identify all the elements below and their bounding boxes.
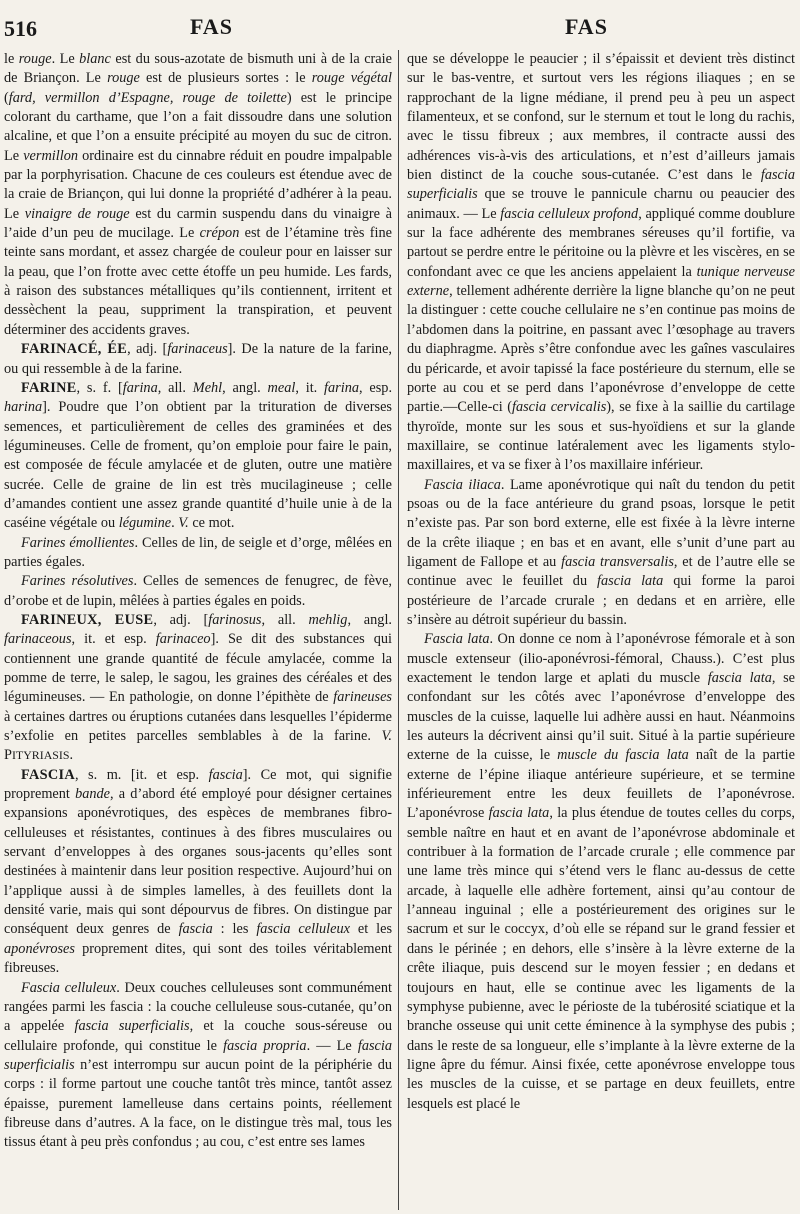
dictionary-entry: FARINE, s. f. [farina, all. Mehl, angl. meal, it. farina, esp. harina]. Poudre que l’on obtient par la trituration de diverses semences, et particulièrement de celles des graminées et des légumineuses. Celle de froment, qu’on emploie pour faire le pain, est composée de fécule amylacée et de gluten, outre une matière sucrée. Celle de graine de lin est très mucilagineuse ; celle d’amandes contient une assez grande quantité d’huile unie à de la caséine végétale ou légumine. V. ce mot. (4, 379, 392, 532)
dictionary-entry: Fascia iliaca. Lame aponévrotique qui naît du tendon du petit psoas ou de la face antérieure du grand psoas, lorsque le petit n’existe pas. Par son bord externe, elle est fixée à la lèvre interne de la crête iliaque ; en bas et en avant, elle s’unit d’une part au ligament de Fallope et au fascia transversalis, et de l’autre elle se continue avec le feuillet du fascia lata qui forme la paroi postérieure de l’arcade crurale ; en dedans et en arrière, elle s’insère au détroit supérieur du bassin. (407, 476, 795, 628)
running-head-left: FAS (190, 14, 233, 39)
left-column (4, 50, 392, 1210)
dictionary-entry: Farines résolutives. Celles de semences de fenugrec, de fève, d’orobe et de lupin, mêlées à parties égales en poids. (4, 573, 392, 609)
running-head-right: FAS (565, 14, 608, 39)
dictionary-entry: Farines émollientes. Celles de lin, de seigle et d’orge, mêlées en parties égales. (4, 534, 392, 570)
dictionary-entry: FASCIA, s. m. [it. et esp. fascia]. Ce mot, qui signifie proprement bande, a d’abord été employé pour désigner certaines expansions aponévrotiques, des espèces de membranes fibro-celluleuses et résistantes, continues à des fibres musculaires ou servant d’enveloppes à des organes sous-jacents qu’elles sont destinées à maintenir dans leur position respective. Aujourd’hui on l’applique aussi à de simples lamelles, à des feuillets dont la densité varie, mais qui sont dépourvus de fibres. On distingue par conséquent deux genres de fascia : les fascia celluleux et les aponévroses proprement dites, qui sont des toiles véritablement fibreuses. (4, 766, 392, 977)
dictionary-entry: FARINEUX, EUSE, adj. [farinosus, all. mehlig, angl. farinaceous, it. et esp. farinaceo]. Se dit des substances qui contiennent une grande quantité de fécule amylacée, comme la pomme de terre, le salep, le sagou, les graines des céréales et des légumineuses. — En pathologie, on donne l’épithète de farineuses à certaines dartres ou éruptions cutanées dans lesquelles l’épiderme s’exfolie en petites parcelles semblables à de la farine. V. PITYRIASIS. (4, 611, 392, 764)
continued-paragraph: que se développe le peaucier ; il s’épaissit et devient très distinct sur le bas-ventre, et surtout vers les régions iliaques ; en se rapprochant de la ligne médiane, il prend peu à peu un aspect filamenteux, et se confond, sur le sternum et tout le long du rachis, avec le tissu fibreux ; aux membres, il contracte aussi des adhérences vis-à-vis des articulations, et n’est d’ailleurs jamais bien distinct de la couche sous-cutanée. C’est dans le fascia superficialis que se trouve le pannicule charnu ou peaucier des animaux. — Le fascia celluleux profond, appliqué comme doublure sur la face adhérente des membranes séreuses qu’il fortifie, va partout se perdre entre le péritoine ou la plèvre et les viscères, en se confondant avec ce que les anciens appelaient la tunique nerveuse externe, tellement adhérente derrière la ligne blanche qu’on ne peut la distinguer : cette couche cellulaire ne s’en continue pas moins de l’abdomen dans la poitrine, en passant avec l’œsophage au travers du diaphragme. Après s’être confondue avec les gaînes vasculaires du péricarde, et avoir tapissé la face postérieure du sternum, elle se porte au cou et se perd dans l’aponévrose d’enveloppe de cette partie.—Celle-ci (fascia cervicalis), se fixe à la saillie du cartilage thyroïde, monte sur les sous et sus-hyoïdiens et sur la glande maxillaire, se continue latéralement avec les ligaments stylo-maxillaires, et va se fixer à l’os maxillaire inférieur. (407, 51, 795, 474)
dictionary-entry: FARINACÉ, ÉE, adj. [farinaceus]. De la nature de la farine, ou qui ressemble à de la farine. (4, 341, 392, 377)
page-number: 516 (4, 16, 37, 41)
column-rule (398, 50, 399, 1210)
dictionary-entry: Fascia lata. On donne ce nom à l’aponévrose fémorale et à son muscle extenseur (ilio-aponévrosi-fémoral, Chauss.). C’est plus exactement le tendon large et aplati du muscle fascia lata, se confondant sur les côtés avec l’aponévrose d’enveloppe des muscles de la cuisse, laquelle lui adhère aussi en haut. Néanmoins les auteurs la décrivent ainsi qu’il suit. Situé à la partie supérieure externe de la cuisse, le muscle du fascia lata naît de la partie externe de l’épine iliaque antérieure supérieure, et se termine inférieurement entre les deux feuillets de l’aponévrose. L’aponévrose fascia lata, la plus étendue de toutes celles du corps, semble naître en haut et en avant de l’aponévrose abdominale et contribuer à la formation de l’arcade crurale ; elle commence par une lame très mince qui s’étend vers le flanc au-dessus de cette arcade, à laquelle elle adhère fortement, ainsi qu’au contour de l’anneau inguinal ; elle a postérieurement des origines sur le sacrum et sur le coccyx, d’où elle se répand sur le grand fessier et dans le périnée ; en dehors, elle s’insère à la lèvre externe de la crête iliaque, puis descend sur le moyen fessier ; en dedans et toujours en haut, elle se continue avec les ligaments de la symphyse pubienne, avec le périoste de la tubérosité sciatique et la branche osseuse qui unit cette éminence à la symphyse des pubis ; dans le reste de sa longueur, elle s’implante à la lèvre externe de la ligne âpre du fémur. Ainsi fixée, cette aponévrose enveloppe tous les muscles de la cuisse, et se partage en deux feuillets, entre lesquels est placé le (407, 631, 795, 1112)
continued-paragraph: le rouge. Le blanc est du sous-azotate de bismuth uni à de la craie de Briançon. Le rouge est de plusieurs sortes : le rouge végétal (fard, vermillon d’Espagne, rouge de toilette) est le principe colorant du carthame, que l’on a fait dissoudre dans une solution alcaline, et que l’on a ensuite précipité au moyen du suc de citron. Le vermillon ordinaire est du cinnabre réduit en poudre impalpable par la porphyrisation. Chacune de ces couleurs est étendue avec de la craie de Briançon, qui lui donne la propriété d’adhérer à la peau. Le vinaigre de rouge est du carmin suspendu dans du vinaigre à l’aide d’un peu de mucilage. Le crépon est de l’étamine très fine teinte sans mordant, et assez chargée de couleur pour en laisser sur la peau, que l’on frotte avec cette étoffe un peu humide. Les fards, à raison des substances métalliques qu’ils contiennent, irritent et dessèchent la peau, suppriment la transpiration, et peuvent déterminer des accidents graves. (4, 51, 392, 338)
dictionary-entry: Fascia celluleux. Deux couches celluleuses sont communément rangées parmi les fascia : la couche celluleuse sous-cutanée, qu’on a appelée fascia superficialis, et la couche sous-séreuse ou cellulaire profonde, qui constitue le fascia propria. — Le fascia superficialis n’est interrompu sur aucun point de la périphérie du corps : il forme partout une couche tantôt très mince, tantôt assez épaisse, purement lamelleuse dans certains points, réellement fibreuse dans d’autres. A la face, on le distingue très mal, tous les tissus étant à peu près confondus ; au cou, c’est entre ses lames (4, 979, 392, 1151)
right-column (407, 50, 795, 1210)
